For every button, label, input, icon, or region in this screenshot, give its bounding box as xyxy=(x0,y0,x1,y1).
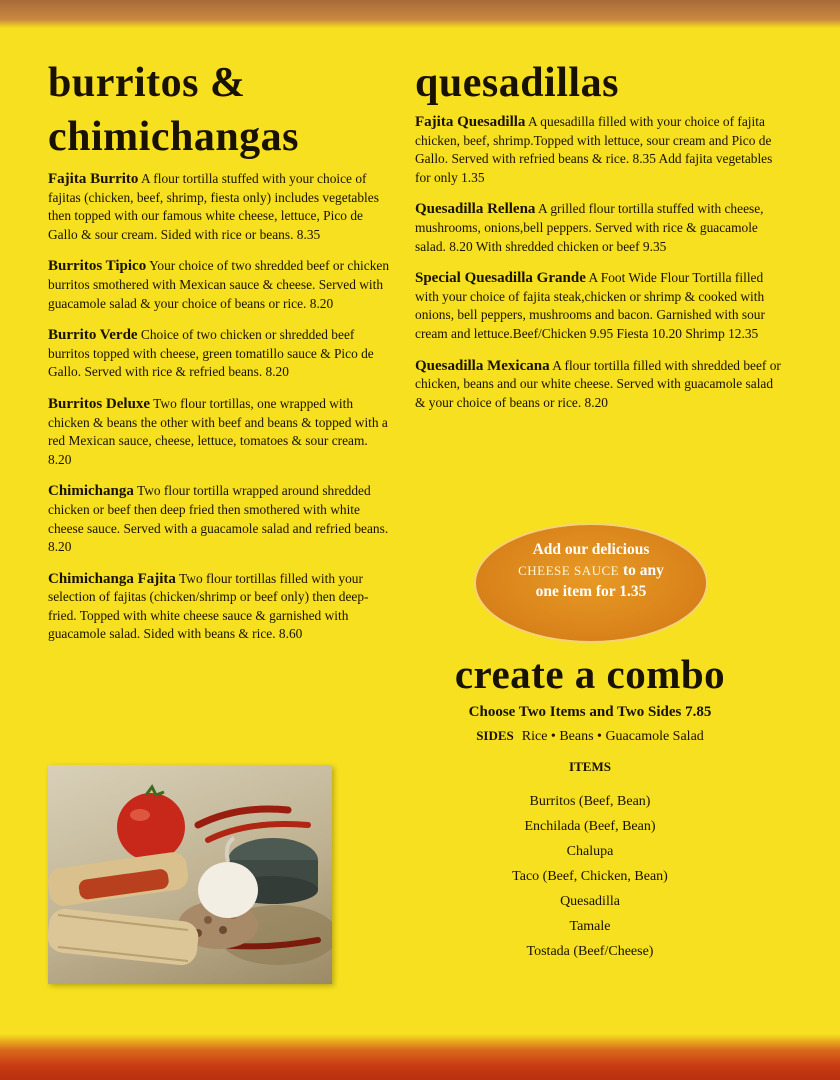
bottom-decorative-band xyxy=(0,1034,840,1080)
list-item: Enchilada (Beef, Bean) xyxy=(524,819,656,834)
list-item: Taco (Beef, Chicken, Bean) xyxy=(512,869,668,884)
combo-items-heading: ITEMS xyxy=(569,759,611,774)
menu-item: Quesadilla Rellena A grilled flour tortilla stuffed with cheese, mushrooms, onions,bell peppers. Served with rice & guacamole salad. 8.20 With shredded chicken or beef 9.35 xyxy=(415,201,764,254)
section-title-burritos: burritos & chimichangas xyxy=(48,60,300,160)
list-item: Tamale xyxy=(569,919,611,934)
combo-section xyxy=(415,648,765,964)
combo-price: Choose Two Items and Two Sides 7.85 xyxy=(468,704,712,720)
section-title-quesadillas: quesadillas xyxy=(415,60,619,106)
menu-item: Fajita Burrito A flour tortilla stuffed with your choice of fajitas (chicken, beef, shrimp, fiesta only) includes vegetables then topped with our famous white cheese, lettuce, Pico de Gallo & sour cream. Sided with rice or beans. 8.35 xyxy=(48,171,379,242)
menu-item: Burritos Tipico Your choice of two shredded beef or chicken burritos smothered with Mexican sauce & cheese. Served with guacamole salad & your choice of beans or rice. 8.20 xyxy=(48,258,390,311)
menu-item: Burritos Deluxe Two flour tortillas, one wrapped with chicken & beans the other with beef and beans & topped with a red Mexican sauce, cheese, lettuce, tomatoes & sour cream. 8.20 xyxy=(48,395,388,467)
food-illustration xyxy=(48,765,332,984)
cheese-sauce-callout: Add our delicious CHEESE SAUCE to any one item for 1.35 xyxy=(474,523,708,643)
menu-item: Special Quesadilla Grande A Foot Wide Flour Tortilla filled with your choice of fajita steak,chicken or shrimp & cooked with onions, bell peppers, mushrooms and bacon. Garnished with sour cream and lettuce.Beef/Chicken 9.95 Fiesta 10.20 Shrimp 12.35 xyxy=(415,270,765,341)
menu-item: Chimichanga Two flour tortilla wrapped around shredded chicken or beef then deep fried then smothered with white cheese sauce. Served with a guacamole salad and refried beans. 8.20 xyxy=(48,483,389,555)
menu-item: Chimichanga Fajita Two flour tortillas filled with your selection of fajitas (chicken/shrimp or beef only) then deep-fried. Topped with white cheese sauce & garnished with guacamole salad. Sided with beans & rice. 8.60 xyxy=(48,570,369,642)
menu-item: Fajita Quesadilla A quesadilla filled with your choice of fajita chicken, beef, shrimp.Topped with lettuce, sour cream and Pico de Gallo. Served with refried beans & rice. 8.35 Add fajita vegetables for only 1.35 xyxy=(415,114,773,185)
combo-sides: SIDES Rice • Beans • Guacamole Salad xyxy=(476,728,704,744)
list-item: Tostada (Beef/Cheese) xyxy=(526,944,654,959)
food-photo xyxy=(48,765,332,984)
combo-title: create a combo xyxy=(454,651,726,697)
combo-items-list xyxy=(415,789,765,964)
list-item: Quesadilla xyxy=(560,894,620,909)
burritos-section xyxy=(48,56,390,657)
list-item: Burritos (Beef, Bean) xyxy=(529,794,651,809)
top-decorative-band xyxy=(0,0,840,28)
list-item: Chalupa xyxy=(566,844,614,859)
quesadillas-section xyxy=(415,56,785,425)
menu-item: Quesadilla Mexicana A flour tortilla filled with shredded beef or chicken, beans and our white cheese. Served with guacamole salad & your choice of beans or rice. 8.20 xyxy=(415,357,781,410)
menu-item: Burrito Verde Choice of two chicken or shredded beef burritos topped with cheese, green tomatillo sauce & Pico de Gallo. Served with rice & refried beans. 8.20 xyxy=(48,327,374,380)
